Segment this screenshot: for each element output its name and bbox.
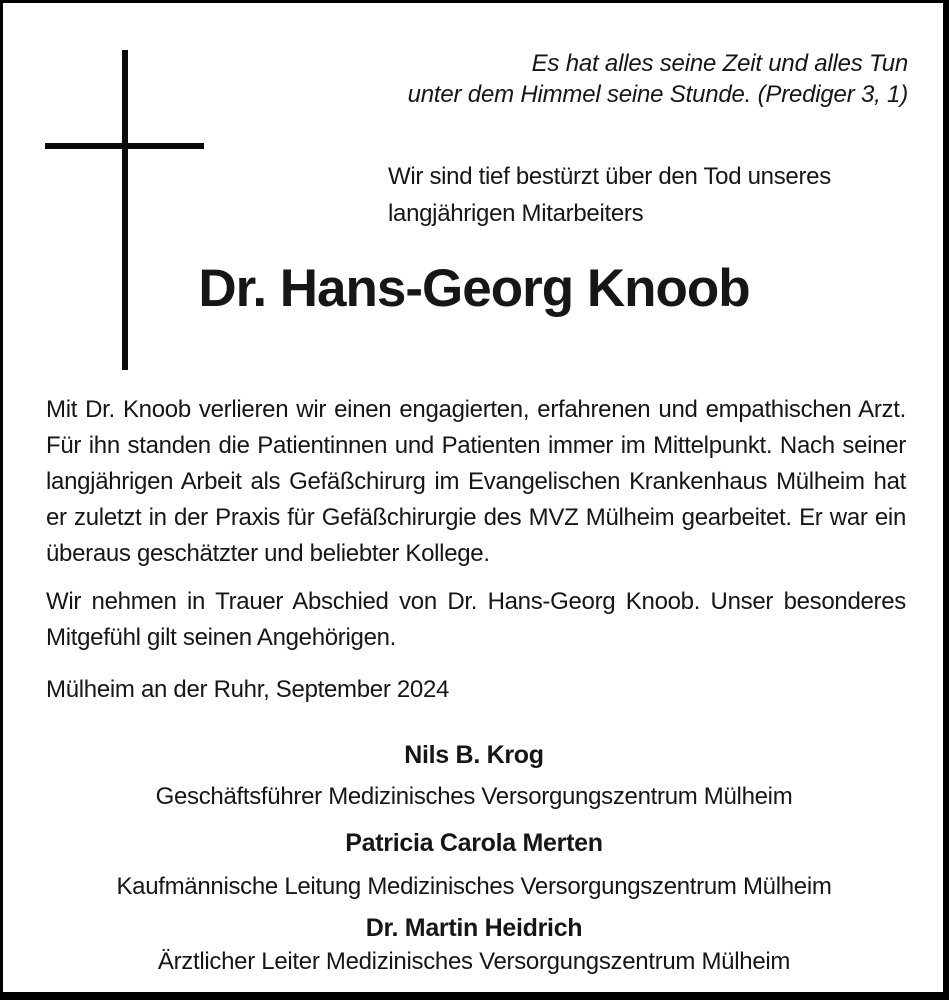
signature-block xyxy=(46,913,902,977)
christian-cross-icon xyxy=(122,50,128,370)
scripture-verse-line-2: unter dem Himmel seine Stunde. (Prediger 3, 1) xyxy=(407,81,908,108)
christian-cross-icon-crossbar xyxy=(45,143,204,149)
signatory-role: Kaufmännische Leitung Medizinisches Versorgungszentrum Mülheim xyxy=(116,873,832,900)
signatures-section xyxy=(46,740,902,977)
scripture-verse-line-1: Es hat alles seine Zeit und alles Tun xyxy=(531,50,908,77)
announcement-text: Wir sind tief bestürzt über den Tod unseres langjährigen Mitarbeiters xyxy=(388,163,831,227)
signatory-role: Geschäftsführer Medizinisches Versorgungszentrum Mülheim xyxy=(155,783,793,810)
signatory-name: Nils B. Krog xyxy=(404,741,544,769)
obituary-paragraph: Mit Dr. Knoob verlieren wir einen engagierten, erfahrenen und empathischen Arzt. Für ihn standen die Patientinnen und Patienten immer im Mittelpunkt. Nach seiner langjährigen Arbeit als Gefäßchirurg im Evangelischen Krankenhaus Mülheim hat er zuletzt in der Praxis für Gefäßchirurgie des MVZ Mülheim gearbeitet. Er war ein überaus geschätzter und beliebter Kollege. xyxy=(46,396,906,567)
deceased-name: Dr. Hans-Georg Knoob xyxy=(198,259,750,318)
signature-block xyxy=(46,740,902,812)
signatory-role: Ärztlicher Leiter Medizinisches Versorgungszentrum Mülheim xyxy=(157,948,791,975)
place-date: Mülheim an der Ruhr, September 2024 xyxy=(46,676,450,703)
signature-block xyxy=(46,828,902,902)
signatory-name: Dr. Martin Heidrich xyxy=(365,914,583,942)
farewell-paragraph: Wir nehmen in Trauer Abschied von Dr. Hans-Georg Knoob. Unser besonderes Mitgefühl gilt seinen Angehörigen. xyxy=(46,588,906,651)
signatory-name: Patricia Carola Merten xyxy=(345,829,603,857)
scripture-verse xyxy=(348,48,908,110)
